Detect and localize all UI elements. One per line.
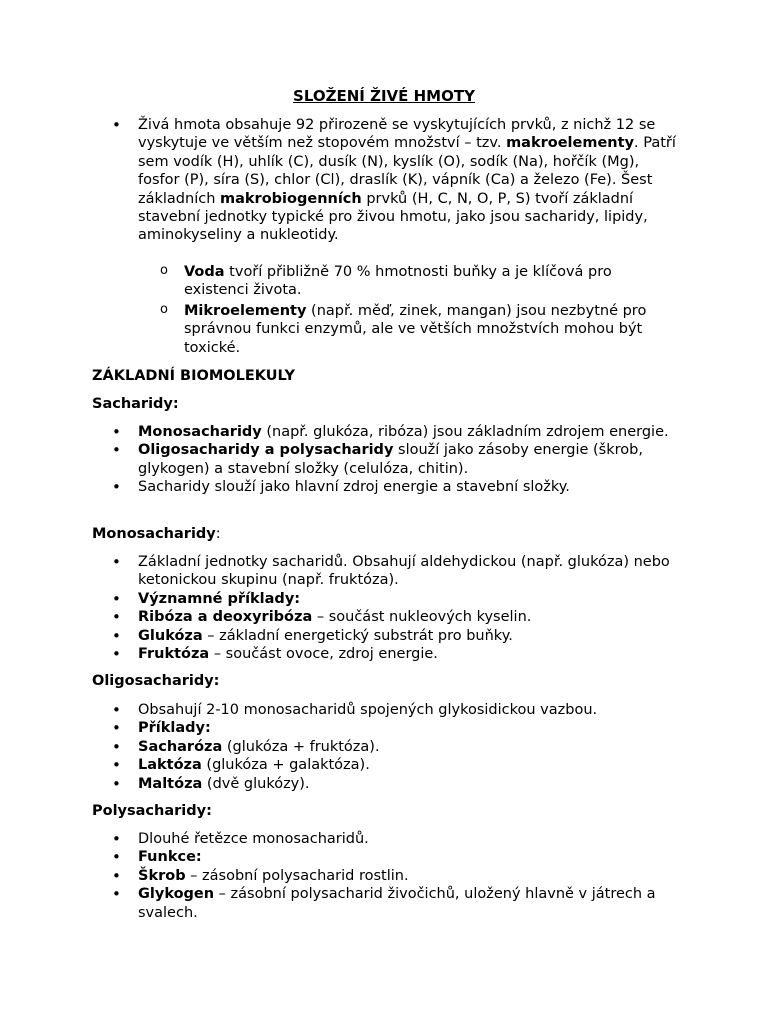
item-text: – součást ovoce, zdroj energie. <box>209 646 438 663</box>
item-bold: Fruktóza <box>138 646 210 663</box>
list-item <box>92 478 680 496</box>
monosacharidy-heading-text: Monosacharidy <box>92 526 216 542</box>
item-bold: Příklady: <box>138 720 211 737</box>
item-text: Obsahují 2-10 monosacharidů spojených glykosidickou vazbou. <box>138 702 598 718</box>
item-text: Základní jednotky sacharidů. Obsahují aldehydickou (např. glukóza) nebo ketonickou skupinu (např. fruktóza). <box>138 554 670 589</box>
bullet-icon: • <box>112 478 121 497</box>
sacharidy-list <box>92 423 680 497</box>
bullet-icon: • <box>112 423 121 441</box>
item-bold: Sacharóza <box>138 738 223 755</box>
intro-bold-1: makroelementy <box>506 135 635 152</box>
bullet-icon: • <box>112 441 121 460</box>
bullet-icon: • <box>112 774 121 793</box>
bullet-icon: • <box>112 866 121 885</box>
circle-bullet-icon: o <box>160 301 168 317</box>
item-text: (např. glukóza, ribóza) jsou základním zdrojem energie. <box>261 424 669 440</box>
page-title: SLOŽENÍ ŽIVÉ HMOTY <box>293 87 475 105</box>
sub-list-item <box>92 263 680 300</box>
list-item <box>92 885 680 922</box>
list-item <box>92 553 680 590</box>
intro-text-2: . Patří sem vodík (H), uhlík (C), dusík (N), kyslík (O), sodík (Na), hořčík (Mg), fosfor (P), síra (S), chlor (Cl), draslík (K), vápník (Ca) a železo (Fe). Šest základních <box>138 135 676 207</box>
oligosacharidy-heading: Oligosacharidy: <box>92 673 220 689</box>
polysacharidy-list <box>92 830 680 922</box>
list-item <box>92 830 680 848</box>
bullet-icon: • <box>112 626 121 645</box>
list-item <box>92 756 680 774</box>
bullet-icon: • <box>112 645 121 664</box>
list-item <box>92 867 680 885</box>
item-text: – zásobní polysacharid rostlin. <box>185 867 409 884</box>
item-text: – základní energetický substrát pro buňky. <box>202 627 513 644</box>
list-item <box>92 738 680 756</box>
item-bold: Ribóza a deoxyribóza <box>138 609 313 626</box>
item-bold: Oligosacharidy a polysacharidy <box>138 442 394 459</box>
list-item <box>92 116 680 245</box>
item-bold: Funkce: <box>138 849 202 866</box>
item-text: Dlouhé řetězce monosacharidů. <box>138 831 369 847</box>
bullet-icon: • <box>112 553 121 571</box>
item-bold: Škrob <box>138 867 186 884</box>
list-item <box>92 423 680 441</box>
heading-colon: : <box>215 526 221 542</box>
monosacharidy-list <box>92 553 680 663</box>
sub-item-text: (např. měď, zinek, mangan) jsou nezbytné pro správnou funkci enzymů, ale ve větších množstvích mohou být toxické. <box>184 302 647 356</box>
item-bold: Významné příklady: <box>138 590 301 607</box>
sub-list <box>92 263 680 357</box>
list-item <box>92 608 680 626</box>
list-item <box>92 701 680 719</box>
item-bold: Glukóza <box>138 627 203 644</box>
item-text: Sacharidy slouží jako hlavní zdroj energie a stavební složky. <box>138 479 570 496</box>
intro-bold-2: makrobiogenních <box>220 190 362 207</box>
bullet-icon: • <box>112 719 121 738</box>
item-text: (glukóza + galaktóza). <box>201 757 370 774</box>
sacharidy-heading: Sacharidy: <box>92 396 179 412</box>
item-bold: Glykogen <box>138 886 215 903</box>
monosacharidy-heading <box>92 525 221 543</box>
list-item <box>92 645 680 663</box>
item-bold: Laktóza <box>138 757 202 774</box>
bullet-icon: • <box>112 701 121 719</box>
intro-block <box>92 116 680 245</box>
list-item <box>92 719 680 737</box>
intro-text-1: Živá hmota obsahuje 92 přirozeně se vyskytujících prvků, z nichž 12 se vyskytuje ve větším než stopovém množství – tzv. <box>138 117 656 152</box>
bullet-icon: • <box>112 830 121 848</box>
list-item <box>92 590 680 608</box>
list-item <box>92 848 680 866</box>
item-text: – součást nukleových kyselin. <box>312 609 532 626</box>
sub-list-item <box>92 302 680 357</box>
bullet-icon: • <box>112 756 121 775</box>
list-item <box>92 775 680 793</box>
polysacharidy-heading: Polysacharidy: <box>92 803 212 819</box>
oligosacharidy-list <box>92 701 680 793</box>
sub-item-bold: Mikroelementy <box>184 302 307 319</box>
item-text: (glukóza + fruktóza). <box>222 738 380 755</box>
sub-item-bold: Voda <box>184 264 225 280</box>
intro-text-3: prvků (H, C, N, O, P, S) tvoří základní stavební jednotky typické pro živou hmotu, jako jsou sacharidy, lipidy, aminokyseliny a nukleotidy. <box>138 190 648 244</box>
bullet-icon: • <box>112 885 121 904</box>
list-item <box>92 441 680 478</box>
item-bold: Maltóza <box>138 775 203 792</box>
bullet-icon: • <box>112 589 121 608</box>
list-item <box>92 627 680 645</box>
bullet-icon: • <box>112 608 121 627</box>
item-text: slouží jako zásoby energie (škrob, glykogen) a stavební složky (celulóza, chitin). <box>138 442 643 477</box>
circle-bullet-icon: o <box>160 263 168 278</box>
item-text: – zásobní polysacharid živočichů, uložený hlavně v játrech a svalech. <box>138 886 656 921</box>
bullet-icon: • <box>112 737 121 756</box>
bullet-icon: • <box>112 116 121 134</box>
sub-item-text: tvoří přibližně 70 % hmotnosti buňky a je klíčová pro existenci života. <box>184 264 612 299</box>
bullet-icon: • <box>112 848 121 867</box>
item-bold: Monosacharidy <box>138 424 262 440</box>
section-heading: ZÁKLADNÍ BIOMOLEKULY <box>92 368 295 384</box>
item-text: (dvě glukózy). <box>202 775 310 792</box>
